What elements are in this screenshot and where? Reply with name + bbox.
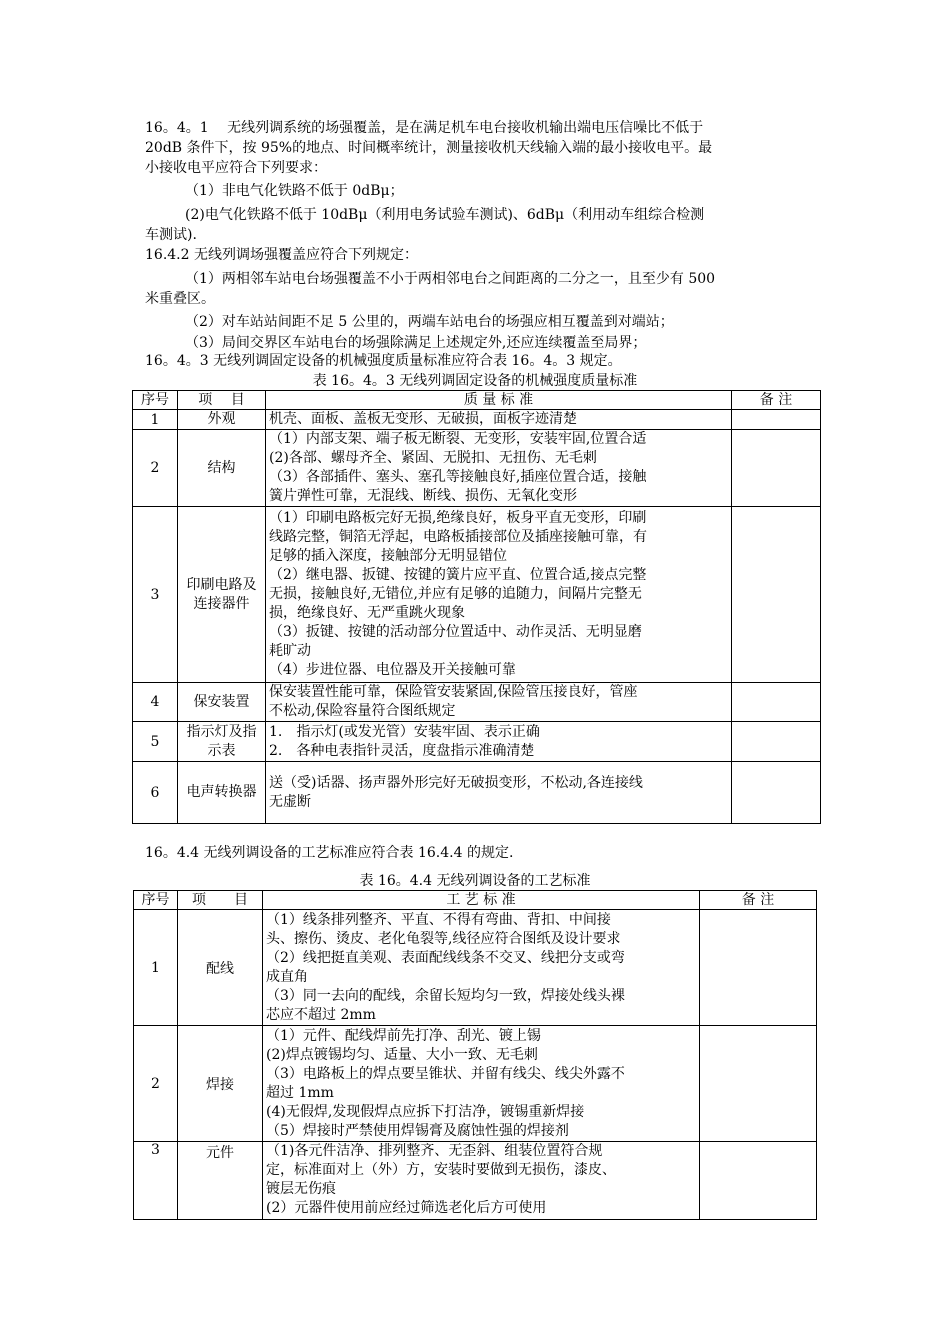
row-standard: （1）线条排列整齐、平直、不得有弯曲、背扣、中间接 头、擦伤、烫皮、老化龟裂等,线径应符合图纸及设计要求 （2）线把挺直美观、表面配线线条不交叉、线把分支或弯 成直角 （3）同一去向的配线，余留长短均匀一致，焊接处线头裸 芯应不超过 2mm [263,910,700,1026]
table-row [133,722,821,762]
row-standard: 机壳、面板、盖板无变形、无破损，面板字迹清楚 [266,410,732,430]
para-16-4-2: 16.4.2 无线列调场强覆盖应符合下列规定： [145,247,418,263]
row-item: 结构 [178,430,266,507]
table-row [134,1026,817,1142]
row-item: 配线 [178,910,263,1026]
header-no: 序号 [133,391,178,410]
row-item: 电声转换器 [178,762,266,824]
row-item: 焊接 [178,1026,263,1142]
row-no: 2 [134,1026,178,1142]
table-header-row [134,891,817,910]
table-row [133,410,821,430]
row-no: 5 [133,722,178,762]
para-16-4-3: 16。4。3 无线列调固定设备的机械强度质量标准应符合表 16。4。3 规定。 [145,353,622,369]
row-item: 指示灯及指 示表 [178,722,266,762]
para-16-4-4: 16。4.4 无线列调设备的工艺标准应符合表 16.4.4 的规定. [145,845,514,861]
row-standard: （1）印刷电路板完好无损,绝缘良好，板身平直无变形，印刷 线路完整，铜箔无浮起，电路板插接部位及插座接触可靠，有 足够的插入深度，接触部分无明显错位 （2）继电器、扳键、按键的簧片应平直、位置合适,接点完整 无损，接触良好,无错位,并应有足够的追随力，间隔片完整无 损，绝缘良好、无严重跳火现象 （3）扳键、按键的活动部分位置适中、动作灵活、无明显磨 耗旷动 （4）步进位器、电位器及开关接触可靠 [266,507,732,683]
row-item: 外观 [178,410,266,430]
row-remarks [732,722,821,762]
table-row [133,430,821,507]
header-remarks: 备 注 [700,891,817,910]
para-16-4-1-line3: 小接收电平应符合下列要求： [145,160,327,176]
rule-1-line2: 米重叠区。 [145,291,215,307]
row-remarks [732,762,821,824]
row-no: 3 [133,507,178,683]
row-item: 保安装置 [178,683,266,722]
row-remarks [700,910,817,1026]
row-remarks [700,1026,817,1142]
row-standard: （1）元件、配线焊前先打净、刮光、镀上锡 (2)焊点镀锡均匀、适量、大小一致、无毛刺 （3）电路板上的焊点要呈锥状、并留有线尖、线尖外露不 超过 1mm (4)无假焊,发现假焊点应拆下打洁净，镀锡重新焊接 （5）焊接时严禁使用焊锡膏及腐蚀性强的焊接剂 [263,1026,700,1142]
header-item: 项 目 [178,891,263,910]
table-row [133,683,821,722]
table-row [133,762,821,824]
requirement-item-2-line1: (2)电气化铁路不低于 10dBμ（利用电务试验车测试)、6dBμ（利用动车组综合检测 [185,207,705,223]
row-remarks [700,1142,817,1220]
rule-3: （3）局间交界区车站电台的场强除满足上述规定外,还应连续覆盖至局界； [185,335,647,351]
row-remarks [732,683,821,722]
header-item: 项 目 [178,391,266,410]
header-remarks: 备 注 [732,391,821,410]
table-row [134,910,817,1026]
table-16-4-3-caption: 表 16。4。3 无线列调固定设备的机械强度质量标准 [312,373,638,389]
row-no: 1 [134,910,178,1026]
row-no: 2 [133,430,178,507]
table-16-4-3 [132,390,821,824]
requirement-item-1: （1）非电气化铁路不低于 0dBμ； [185,183,404,199]
para-16-4-1-line1: 16。4。1 无线列调系统的场强覆盖，是在满足机车电台接收机输出端电压信噪比不低于 [145,120,704,136]
row-remarks [732,507,821,683]
row-no: 6 [133,762,178,824]
row-standard: （1）内部支架、端子板无断裂、无变形，安装牢固,位置合适 (2)各部、螺母齐全、紧固、无脱扣、无扭伤、无毛刺 （3）各部插件、塞头、塞孔等接触良好,插座位置合适，接触 簧片弹性可靠，无混线、断线、损伤、无氧化变形 [266,430,732,507]
row-standard: 送（受)话器、扬声器外形完好无破损变形，不松动,各连接线 无虚断 [266,762,732,824]
row-remarks [732,410,821,430]
row-item: 元件 [178,1142,263,1220]
header-standard: 工 艺 标 准 [263,891,700,910]
row-no: 3 [134,1142,178,1220]
row-remarks [732,430,821,507]
header-standard: 质 量 标 准 [266,391,732,410]
row-no: 1 [133,410,178,430]
table-row [133,507,821,683]
header-no: 序号 [134,891,178,910]
row-standard: 保安装置性能可靠，保险管安装紧固,保险管压接良好，管座 不松动,保险容量符合图纸规定 [266,683,732,722]
row-standard: （1)各元件洁净、排列整齐、无歪斜、组装位置符合规 定，标准面对上（外）方，安装时要做到无损伤，漆皮、 镀层无伤痕 (2）元器件使用前应经过筛选老化后方可使用 [263,1142,700,1220]
table-row [134,1142,817,1220]
row-no: 4 [133,683,178,722]
table-16-4-4 [133,890,817,1220]
requirement-item-2-line2: 车测试). [145,227,197,243]
table-16-4-4-caption: 表 16。4.4 无线列调设备的工艺标准 [359,873,591,889]
table-header-row [133,391,821,410]
rule-1-line1: （1）两相邻车站电台场强覆盖不小于两相邻电台之间距离的二分之一，且至少有 500 [185,271,716,287]
row-item: 印刷电路及 连接器件 [178,507,266,683]
rule-2: （2）对车站站间距不足 5 公里的，两端车站电台的场强应相互覆盖到对端站； [185,314,674,330]
row-standard: 1. 指示灯(或发光管）安装牢固、表示正确 2. 各种电表指针灵活，度盘指示准确清楚 [266,722,732,762]
para-16-4-1-line2: 20dB 条件下，按 95%的地点、时间概率统计，测量接收机天线输入端的最小接收电平。最 [145,140,713,156]
